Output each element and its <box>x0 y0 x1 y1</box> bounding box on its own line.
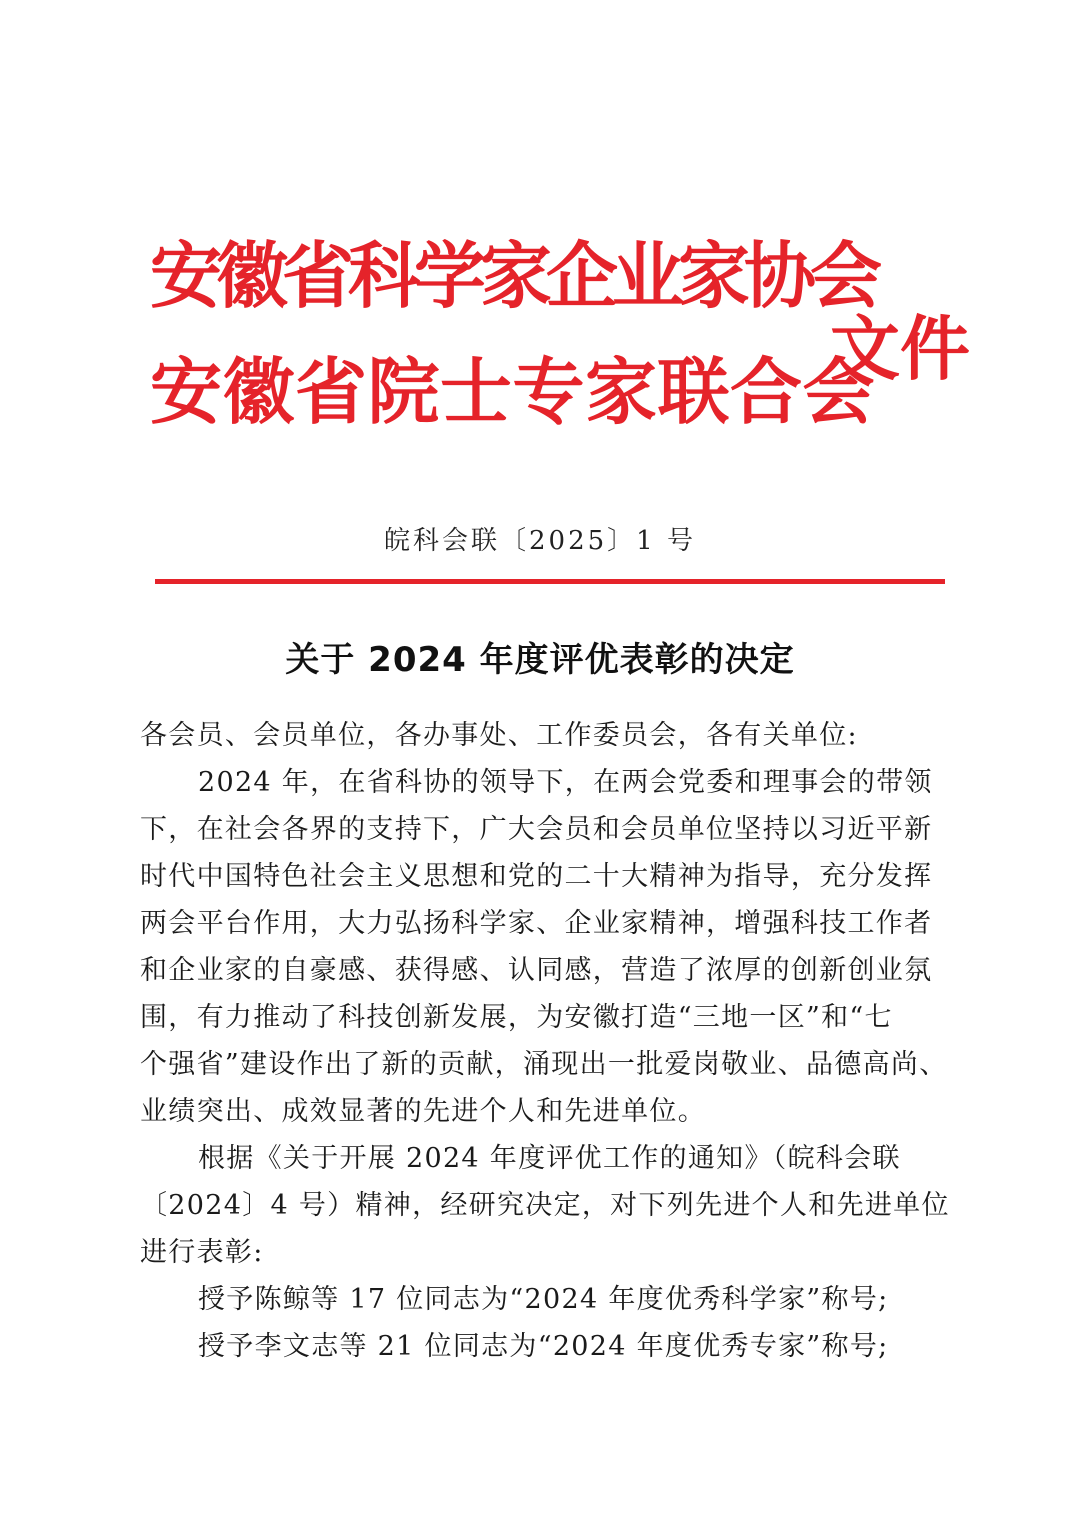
paragraph-line: 进行表彰: <box>140 1237 264 1268</box>
paragraph-line: 2024 年，在省科协的领导下，在两会党委和理事会的带领 <box>198 767 933 798</box>
document-number: 皖科会联〔2025〕1 号 <box>384 526 696 556</box>
paragraph-line: 围，有力推动了科技创新发展，为安徽打造“三地一区”和“七 <box>140 1002 893 1033</box>
salutation: 各会员、会员单位，各办事处、工作委员会，各有关单位: <box>140 720 858 751</box>
paragraph-line: 个强省”建设作出了新的贡献，涌现出一批爱岗敬业、品德高尚、 <box>140 1049 948 1080</box>
paragraph-line: 时代中国特色社会主义思想和党的二十大精神为指导，充分发挥 <box>140 861 933 892</box>
document-title: 关于 2024 年度评优表彰的决定 <box>285 640 795 680</box>
header-divider <box>155 579 945 584</box>
award-line: 授予李文志等 21 位同志为“2024 年度优秀专家”称号; <box>198 1331 889 1362</box>
document-header <box>150 228 970 448</box>
paragraph-line: 业绩突出、成效显著的先进个人和先进单位。 <box>140 1096 706 1127</box>
paragraph-line: 和企业家的自豪感、获得感、认同感，营造了浓厚的创新创业氛 <box>140 955 933 986</box>
paragraph-line: 〔2024〕4 号）精神，经研究决定，对下列先进个人和先进单位 <box>140 1190 950 1221</box>
award-line: 授予陈鲸等 17 位同志为“2024 年度优秀科学家”称号; <box>198 1284 889 1315</box>
document-type-label: 文件 <box>830 307 970 390</box>
issuer-name-2: 安徽省院士专家联合会 <box>150 349 876 434</box>
issuer-name-1: 安徽省科学家企业家协会 <box>150 233 877 318</box>
paragraph-line: 两会平台作用，大力弘扬科学家、企业家精神，增强科技工作者 <box>140 908 933 939</box>
paragraph-line: 根据《关于开展 2024 年度评优工作的通知》（皖科会联 <box>198 1143 901 1174</box>
document-body <box>140 712 950 1370</box>
paragraph-line: 下，在社会各界的支持下，广大会员和会员单位坚持以习近平新 <box>140 814 933 845</box>
